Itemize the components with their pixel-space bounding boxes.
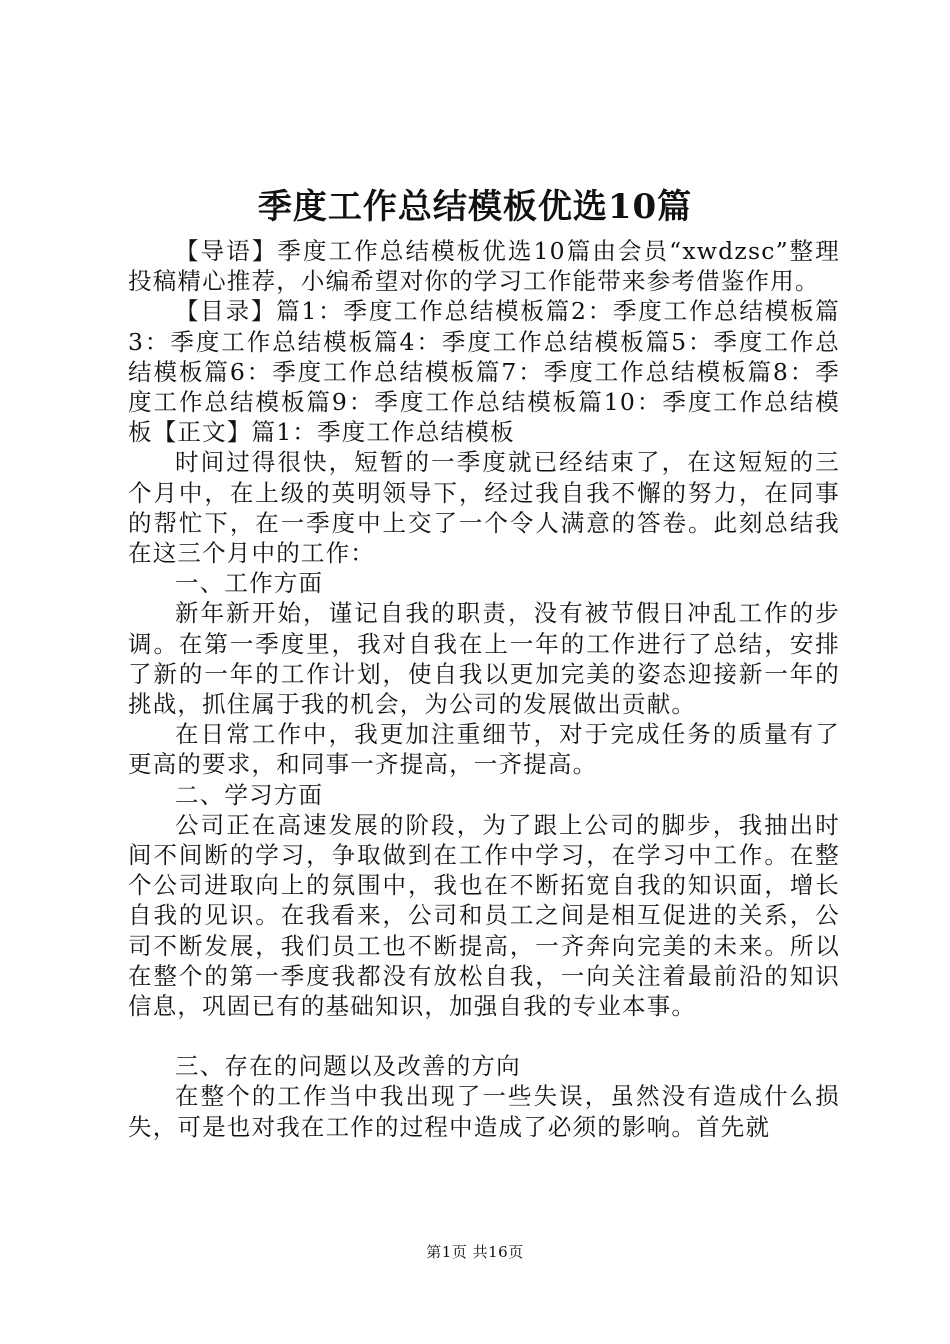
body-paragraph: 新年新开始，谨记自我的职责，没有被节假日冲乱工作的步调。在第一季度里，我对自我在上一年的工作进行了总结，安排了新的一年的工作计划，使自我以更加完美的姿态迎接新一年的挑战，抓住属于我的机会，为公司的发展做出贡献。 (128, 599, 840, 719)
document-body (128, 236, 840, 1142)
intro-paragraph: 【导语】季度工作总结模板优选10篇由会员“xwdzsc”整理投稿精心推荐，小编希望对你的学习工作能带来参考借鉴作用。 (128, 237, 840, 296)
section-heading-problems: 三、存在的问题以及改善的方向 (175, 1052, 521, 1081)
body-paragraph: 公司正在高速发展的阶段，为了跟上公司的脚步，我抽出时间不间断的学习，争取做到在工作中学习，在学习中工作。在整个公司进取向上的氛围中，我也在不断拓宽自我的知识面，增长自我的见识。在我看来，公司和员工之间是相互促进的关系，公司不断发展，我们员工也不断提高，一齐奔向完美的未来。所以在整个的第一季度我都没有放松自我，一向关注着最前沿的知识信息，巩固已有的基础知识，加强自我的专业本事。 (128, 810, 840, 1021)
section-heading-study: 二、学习方面 (175, 780, 324, 809)
page-footer: 第1页 共16页 (426, 1243, 524, 1261)
toc-paragraph: 【目录】篇1：季度工作总结模板篇2：季度工作总结模板篇3：季度工作总结模板篇4：季度工作总结模板篇5：季度工作总结模板篇6：季度工作总结模板篇7：季度工作总结模板篇8：季度工作总结模板篇9：季度工作总结模板篇10：季度工作总结模板【正文】篇1：季度工作总结模板 (128, 297, 840, 447)
body-paragraph: 时间过得很快，短暂的一季度就已经结束了，在这短短的三个月中，在上级的英明领导下，经过我自我不懈的努力，在同事的帮忙下，在一季度中上交了一个令人满意的答卷。此刻总结我在这三个月中的工作： (128, 448, 840, 568)
document-title: 季度工作总结模板优选10篇 (257, 187, 693, 227)
body-paragraph: 在整个的工作当中我出现了一些失误，虽然没有造成什么损失，可是也对我在工作的过程中造成了必须的影响。首先就 (128, 1082, 840, 1141)
body-paragraph: 在日常工作中，我更加注重细节，对于完成任务的质量有了更高的要求，和同事一齐提高，一齐提高。 (128, 720, 840, 779)
section-heading-work: 一、工作方面 (175, 569, 324, 598)
